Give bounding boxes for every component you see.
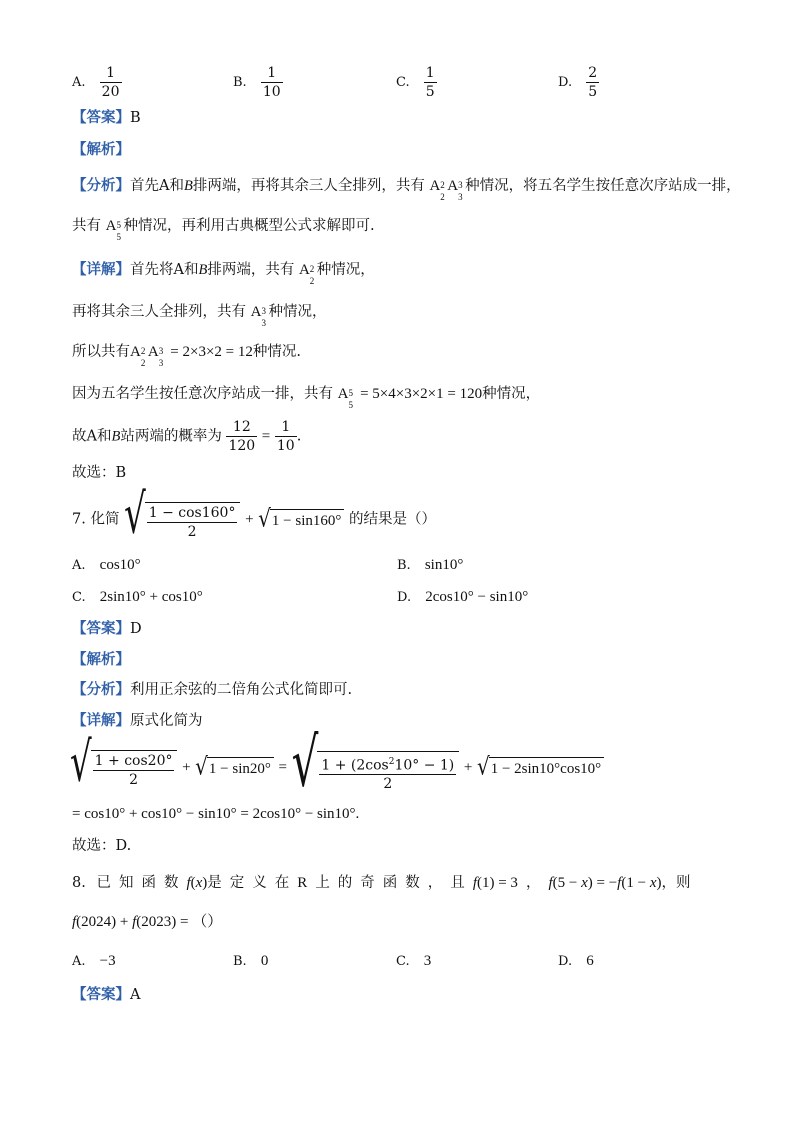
q6-xiangjie-line3 (72, 342, 301, 368)
fraction (147, 504, 238, 541)
denominator: 2 (129, 771, 139, 788)
q8-option-d (558, 953, 594, 970)
answer-value: B (130, 110, 141, 126)
fraction (226, 418, 257, 455)
option-text: sin10° (424, 557, 464, 573)
text: 故A和 (72, 428, 112, 445)
text: (2024) + (76, 914, 133, 930)
answer-tag: 【答案】 (72, 986, 130, 1003)
text: (2023) = （） (136, 914, 223, 930)
fenxi-tag: 【分析】 (72, 177, 130, 194)
text: 10° − 1) (394, 757, 455, 774)
option-label: C. (396, 954, 410, 969)
perm-a22: A 2 2 (298, 262, 315, 286)
fx: f(x) (186, 875, 208, 891)
numerator: 1 − cos160° (148, 504, 236, 521)
option-label: C. (72, 590, 86, 605)
answer-value: A (130, 987, 141, 1003)
q7-option-d (397, 589, 528, 606)
q8-answer (72, 985, 140, 1005)
f-sum: f(2024) + f(2023) = （） (72, 914, 223, 930)
period: . (296, 428, 302, 445)
option-label: A. (72, 558, 86, 573)
q6-answer (72, 108, 141, 128)
q7-fenxi (72, 680, 352, 700)
numerator: 1 (261, 64, 283, 83)
q7-stem (72, 483, 436, 547)
q7-answer (72, 619, 142, 639)
sqrt-expr (291, 723, 460, 802)
q8-stem-line1 (72, 873, 690, 893)
option-label: D. (397, 590, 412, 605)
q8-option-a (72, 953, 116, 970)
q7-option-c (72, 589, 203, 606)
option-text: 0 (260, 953, 269, 969)
question-number: 8. (72, 875, 86, 891)
numerator: 1 + cos20° (94, 752, 173, 769)
text: 1 + (2cos (321, 757, 389, 774)
fraction (275, 418, 297, 455)
q8-stem-line2 (72, 912, 222, 932)
text: ，则 (661, 875, 691, 891)
q7-option-a (72, 557, 141, 574)
text: 种情况，再利用古典概型公式求解即可. (123, 218, 375, 234)
denominator: 5 (588, 84, 598, 100)
option-label: A. (72, 954, 86, 969)
denominator: 2 (187, 523, 197, 540)
q6-xiangjie-line5 (72, 418, 301, 455)
text: 共有 (72, 218, 101, 234)
answer-value: D (130, 621, 142, 637)
radicand (317, 751, 459, 794)
q7-choice (72, 836, 131, 856)
option-label: D. (558, 954, 573, 969)
radicand: 1 − sin160° (270, 509, 344, 531)
text: 的结果是（） (348, 511, 436, 528)
calc: = 2×3×2 = 12 (170, 344, 253, 360)
text: 所以共有 (72, 344, 130, 360)
q6-fenxi-line1 (72, 176, 741, 202)
q6-xiangjie-line2 (72, 302, 327, 328)
exponent: 2 (388, 756, 395, 767)
xiangjie-tag: 【详解】 (72, 712, 130, 729)
q6-option-c (396, 64, 437, 101)
perm-a33: A 3 3 (147, 344, 164, 368)
analysis-tag: 【解析】 (72, 141, 130, 158)
numerator: 1 (425, 65, 435, 81)
text: 是定义在 (207, 875, 298, 891)
option-text: 3 (423, 953, 432, 969)
fraction (586, 64, 599, 101)
text: 化简 (90, 511, 120, 528)
q8-option-c (396, 953, 431, 970)
q6-choice (72, 463, 126, 483)
q6-xiangjie-line1 (72, 260, 375, 286)
text: = cos10° + cos10° − sin10° = 2cos10° − sin10°. (72, 806, 360, 822)
fraction (319, 753, 456, 794)
sqrt-expr (70, 731, 177, 796)
q6-option-d (558, 64, 599, 101)
text: 故选：D. (72, 838, 132, 854)
plus: + (245, 511, 254, 528)
text: 种情况， (316, 262, 375, 278)
text: 再将其余三人全排列，共有 (72, 304, 246, 320)
var-b: B (198, 262, 208, 278)
denominator: 5 (425, 84, 435, 100)
q8-option-b (233, 953, 268, 970)
q6-analysis-heading (72, 140, 130, 160)
option-text: cos10° (99, 557, 141, 573)
text: 种情况， (482, 386, 541, 402)
fraction (424, 64, 437, 101)
fenxi-tag: 【分析】 (72, 681, 130, 698)
perm-a33: A 3 3 (447, 178, 463, 202)
var-b: B (111, 428, 121, 445)
text: 排两端，共有 (207, 262, 295, 278)
sqrt-sign: √ (291, 723, 319, 802)
perm-a33: A 3 3 (250, 304, 266, 328)
q7-analysis-heading (72, 650, 130, 670)
radicand: 1 − 2sin10°cos10° (489, 757, 604, 779)
text: 因为五名学生按任意次序站成一排，共有 (72, 386, 333, 402)
option-text: 2cos10° − sin10° (425, 589, 529, 605)
sqrt-sign: √ (476, 751, 490, 781)
comma: ， (525, 875, 541, 891)
denominator: 10 (262, 84, 281, 100)
denominator: 2 (383, 776, 393, 793)
text: 种情况， (268, 304, 327, 320)
text: 已知函数 (96, 875, 187, 891)
q7-option-b (397, 557, 463, 574)
numerator: 1 (100, 64, 122, 83)
text: 利用正余弦的二倍角公式化简即可. (130, 682, 353, 698)
radicand (145, 502, 241, 541)
q7-equation-line2 (72, 804, 359, 824)
text: 上的奇函数，且 (315, 875, 473, 891)
f1: f(1) = 3 (472, 875, 518, 891)
numerator (319, 753, 456, 776)
q7-xiangjie (72, 711, 203, 731)
radicand (91, 750, 178, 789)
answer-tag: 【答案】 (72, 620, 130, 637)
equals: = (278, 759, 287, 776)
option-label: C. (396, 75, 410, 90)
plus: + (182, 759, 191, 776)
option-text: 2sin10° + cos10° (99, 589, 203, 605)
sqrt-sign: √ (70, 731, 92, 796)
numerator: 12 (226, 418, 257, 437)
text: 首先A和 (130, 178, 184, 194)
option-label: B. (397, 558, 411, 573)
text: ) = − (587, 875, 618, 891)
denominator: 120 (228, 438, 256, 454)
question-number: 7. (72, 511, 86, 528)
q6-xiangjie-line4 (72, 384, 541, 410)
fraction (100, 64, 122, 101)
denominator: 20 (101, 84, 120, 100)
option-text: −3 (99, 953, 116, 969)
perm-a55: A 5 5 (105, 218, 121, 242)
answer-tag: 【答案】 (72, 109, 130, 126)
xiangjie-tag: 【详解】 (72, 261, 130, 278)
text: 首先将A和 (130, 262, 199, 278)
set-r: R (297, 875, 308, 891)
text: 站两端的概率为 (120, 428, 222, 445)
f-relation: f(5 − x) = −f(1 − x) (548, 875, 662, 891)
sqrt-expr (476, 751, 604, 781)
q6-option-a (72, 64, 122, 101)
radicand: 1 − sin20° (207, 757, 274, 779)
fraction (93, 752, 175, 789)
q7-equation-line1 (70, 723, 604, 802)
calc: = 5×4×3×2×1 = 120 (360, 386, 483, 402)
perm-a22: A 2 2 (429, 178, 445, 202)
q6-fenxi-line2 (72, 216, 375, 242)
perm-a55: A 5 5 (337, 386, 353, 410)
text: 种情况，将五名学生按任意次序站成一排， (465, 178, 741, 194)
option-label: B. (233, 954, 247, 969)
var-b: B (183, 178, 193, 194)
sqrt-sign: √ (195, 751, 208, 781)
text: (1) = 3 (476, 875, 518, 891)
plus: + (463, 759, 473, 776)
text: 故选：B (72, 465, 127, 481)
numerator: 2 (588, 65, 598, 81)
sqrt-sign: √ (258, 503, 271, 533)
sqrt-expr (124, 483, 240, 547)
sqrt-expr (195, 751, 274, 781)
numerator: 1 (275, 418, 297, 437)
q6-option-b (233, 64, 283, 101)
option-text: 6 (586, 953, 594, 969)
option-label: B. (233, 75, 247, 90)
text: 种情况. (252, 344, 301, 360)
perm-a22: A 2 2 (130, 344, 146, 368)
analysis-tag: 【解析】 (72, 651, 130, 668)
text: (5 − (552, 875, 582, 891)
text: ) (656, 875, 662, 891)
sqrt-sign: √ (124, 483, 146, 547)
option-label: D. (558, 75, 573, 90)
denominator: 10 (276, 438, 295, 454)
text: 排两端，再将其余三人全排列，共有 (192, 178, 425, 194)
equals: = (261, 428, 271, 445)
sqrt-expr (258, 503, 344, 533)
text: (1 − (621, 875, 650, 891)
option-label: A. (72, 75, 86, 90)
fraction (261, 64, 283, 101)
text: 原式化简为 (130, 713, 203, 729)
